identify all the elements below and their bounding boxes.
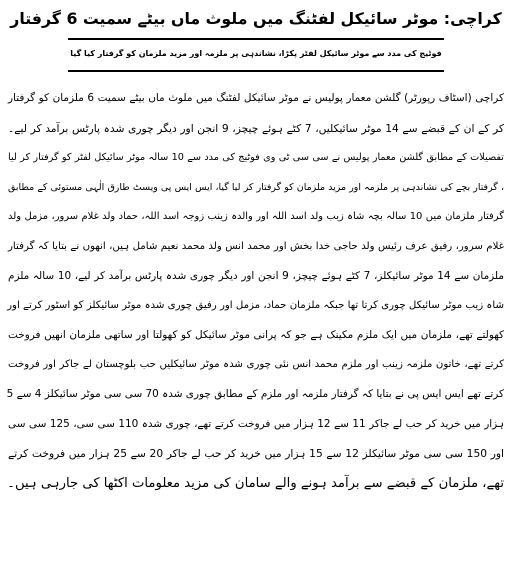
body-line: تفصیلات کے مطابق گلشن معمار پولیس نے سی سی ٹی وی فوٹیج کی مدد سے 10 سالہ موٹر سائیکل لفٹر کو گرفتار کر لیا: [8, 152, 504, 164]
body-line: ملزمان سے 14 موٹر سائیکلز، 7 کٹے ہوئے چیچز، 9 انجن اور دیگر چوری شدہ پارٹس برآمد کر لیے، 10 سالہ ملزم: [8, 269, 504, 282]
subheadline: فوٹیج کی مدد سے موٹر سائیکل لفٹر پکڑا، نشاندہی پر ملزمہ اور مزید ملزمان کو گرفتار کیا گیا: [68, 38, 444, 72]
body-line: کر کے ان کے قبضے سے 14 موٹر سائیکلیں، 7 کٹے ہوئے چیچز، 9 انجن اور دیگر چوری شدہ پارٹس برآمد کر لیے۔: [8, 121, 504, 135]
body-line: ہزار میں خرید کر حب لے جاکر 11 سے 12 ہزار میں فروخت کرتے تھے، چوری شدہ 110 سی سی، 125 سی سی: [8, 417, 505, 430]
body-line: تھے، ملزمان کے قبضے سے برآمد ہونے والے سامان کی مزید معلومات اکٹھا کی جارہی ہیں۔: [7, 475, 504, 491]
body-line: گرفتار ملزمان میں 10 سالہ بچہ شاہ زیب ولد اسد اللہ اور والدہ زینب زوجہ اسد اللہ، حماد ولد غلام سرور، مزمل ولد: [8, 211, 504, 223]
body-line: کرتے تھے، خاتون ملزمہ زینب اور ملزم محمد انس نئی چوری شدہ موٹر سائیکلیں حب بلوچستان لے جاکر اور فروخت: [8, 359, 504, 371]
body-line: ، گرفتار بچے کی نشاندہی پر ملزمہ اور مزید ملزمان کو گرفتار کر لیا گیا، ایس ایس پی ویسٹ طارق الٰہی مستوئی کے مطابق: [8, 181, 504, 193]
body-line: اور 150 سی سی موٹر سائیکلز 12 سے 15 ہزار میں خرید کر حب لے جاکر 20 سے 25 ہزار میں فروخت کرتے: [8, 447, 504, 461]
body-line: کرتے تھے ایس ایس پی نے بتایا کہ گرفتار ملزمہ اور ملزم کے مطابق چوری شدہ 70 سی سی موٹر سائیکلز 4 سے 5: [6, 387, 504, 400]
body-line: کراچی (اسٹاف رپورٹر) گلشن معمار پولیس نے موٹر سائیکل لفٹنگ میں ملوث ماں بیٹے سمیت 6 ملزمان کو گرفتار: [8, 92, 504, 104]
body-line: کھولتے تھے، ملزمان میں ایک ملزم مکینک ہے جو کہ پرانی موٹر سائیکل کو کھولتا اور ساتھی ملزمان انھیں فروخت: [8, 328, 504, 341]
body-line: غلام سرور، رفیق عرف رئیس ولد حاجی خدا بخش اور محمد انس ولد محمد نعیم شامل ہیں، انھوں نے بتایا کہ گرفتار: [8, 240, 504, 252]
body-line: شاہ زیب موٹر سائیکل چوری کرتا تھا جبکہ ملزمان حماد، مزمل اور رفیق چوری شدہ موٹر سائیکلز کو اسٹور کرتے اور: [7, 300, 504, 312]
headline: کراچی: موٹر سائیکل لفٹنگ میں ملوث ماں بیٹے سمیت 6 گرفتار: [10, 9, 502, 28]
article-body: [8, 84, 504, 498]
